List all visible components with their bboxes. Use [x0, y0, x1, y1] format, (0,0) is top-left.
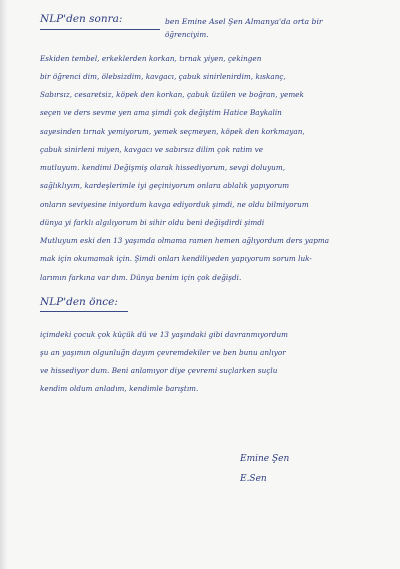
- section2-line: ve hissediyor dum. Beni anlamıyor diye çevremi suçlarken suçlu: [40, 366, 278, 375]
- section1-title-underline: [40, 29, 160, 30]
- section2-title-underline: [40, 311, 128, 312]
- signature-initials: E.Sen: [240, 474, 267, 484]
- section2-title: NLP'den önce:: [40, 296, 118, 308]
- section1-line: Mutluyum eski den 13 yaşımda olmama ramen hemen ağlıyordum ders yapma: [40, 236, 330, 245]
- signature-name: Emine Şen: [240, 454, 290, 464]
- section1-line: seçen ve ders sevme yen ama şimdi çok değiştim Hatice Baykalin: [40, 108, 282, 117]
- section1-line: bir öğrenci dim, ölebsizdim, kavgacı, çabuk sinirlenirdim, kıskanç,: [40, 72, 286, 81]
- section2-line: kendim oldum anladım, kendimle barıştım.: [40, 384, 199, 393]
- section1-line: dünya yi farklı algılıyorum bi sihir oldu beni değişdirdi şimdi: [40, 218, 265, 227]
- section2-line: içimdeki çocuk çok küçük dü ve 13 yaşındaki gibi davranmıyordum: [40, 330, 288, 339]
- section1-line: sayesinden tırnak yemiyorum, yemek seçmeyen, köpek den korkmayan,: [40, 127, 305, 136]
- section1-line: onların seviyesine iniyordum kavga ediyorduk şimdi, ne oldu bilmiyorum: [40, 200, 309, 209]
- section1-line: mutluyum. kendimi Değişmiş olarak hissediyorum, sevgi doluyum,: [40, 163, 286, 172]
- section1-line: Sabırsız, cesaretsiz, köpek den korkan, çabuk üzülen ve boğran, yemek: [40, 90, 304, 99]
- section2-line: şu an yaşımın olgunluğn dayım çevremdekiler ve ben bunu anlıyor: [40, 348, 286, 357]
- section1-line: sağlıklıyım, kardeşlerimle iyi geçiniyorum onlara ablalık yapıyorum: [40, 181, 290, 190]
- section1-line: mak için okumamak için. Şimdi onları kendiliyeden yapıyorum sorum luk-: [40, 254, 312, 263]
- section1-line: çabuk sinirleni miyen, kavgacı ve sabırsız dilim çok ratim ve: [40, 145, 264, 154]
- section1-line: Eskiden tembel, erkeklerden korkan, tırnak yiyen, çekingen: [40, 54, 262, 63]
- section1-line: larımın farkına var dım. Dünya benim için çok değişdi.: [40, 273, 242, 282]
- section1-title: NLP'den sonra:: [40, 13, 123, 25]
- section1-intro-b: öğrenciyim.: [165, 30, 209, 39]
- section1-intro-a: ben Emine Asel Şen Almanya'da orta bir: [165, 17, 323, 26]
- scan-edge: [0, 0, 8, 569]
